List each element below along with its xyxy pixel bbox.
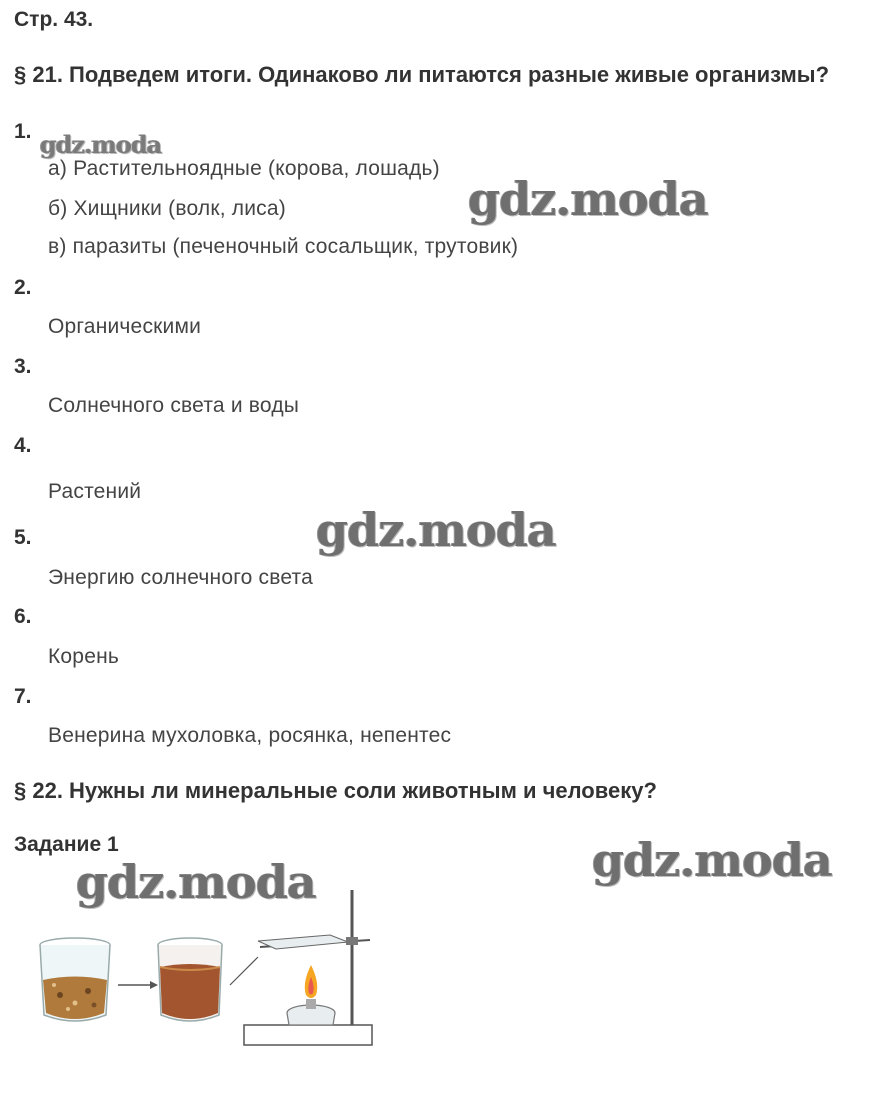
beaker-with-soil [40, 938, 110, 1021]
answer-1a: а) Растительноядные (корова, лошадь) [48, 157, 440, 180]
question-number-2: 2. [14, 276, 32, 299]
task-1-label: Задание 1 [14, 833, 119, 856]
page-reference: Стр. 43. [14, 8, 94, 31]
experiment-illustration [30, 885, 390, 1055]
section-21-heading: § 21. Подведем итоги. Одинаково ли питаются разные живые организмы? [14, 62, 830, 87]
answer-1b: б) Хищники (волк, лиса) [48, 197, 286, 220]
stand-with-burner [244, 890, 372, 1045]
watermark: gdz.moda [468, 172, 708, 226]
answer-5: Энергию солнечного света [48, 566, 314, 589]
watermark: gdz.moda [592, 833, 832, 887]
question-number-3: 3. [14, 355, 32, 378]
answer-7: Венерина мухоловка, росянка, непентес [48, 724, 452, 747]
question-number-1: 1. [14, 120, 32, 143]
watermark: gdz.moda [76, 855, 316, 909]
question-number-7: 7. [14, 685, 32, 708]
answer-1c: в) паразиты (печеночный сосальщик, трутовик) [48, 235, 519, 258]
watermark: gdz.moda [316, 503, 556, 557]
question-number-6: 6. [14, 605, 32, 628]
answer-6: Корень [48, 645, 120, 668]
watermark: gdz.moda [40, 130, 162, 159]
answer-3: Солнечного света и воды [48, 394, 300, 417]
question-number-4: 4. [14, 434, 32, 457]
arrow [230, 957, 258, 985]
answer-4: Растений [48, 480, 142, 503]
section-22-heading: § 22. Нужны ли минеральные соли животным и человеку? [14, 778, 657, 803]
answer-2: Органическими [48, 315, 202, 338]
question-number-5: 5. [14, 526, 32, 549]
beaker-with-extract [158, 938, 222, 1021]
